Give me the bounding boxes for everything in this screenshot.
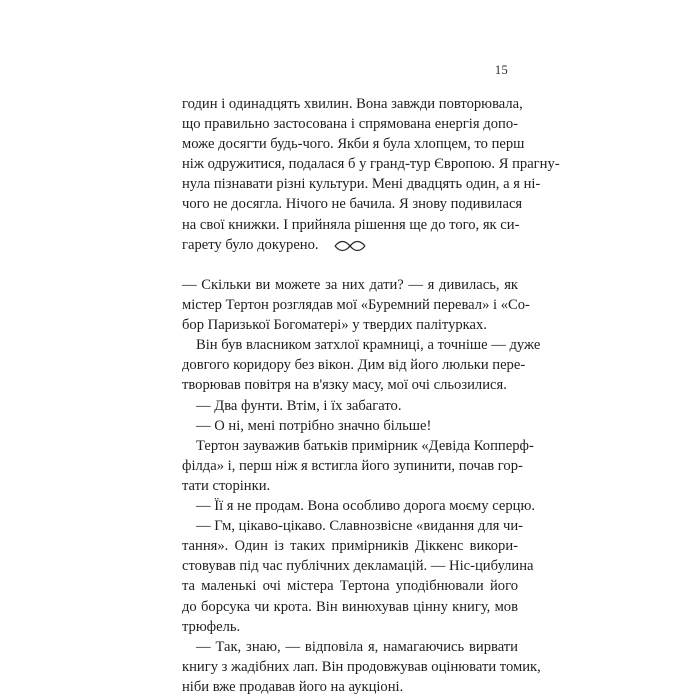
text-line: книгу з жадібних лап. Він продовжував оцінювати томик,: [182, 658, 541, 675]
text-line: Тертон зауважив батьків примірник «Девіда Копперф-: [196, 437, 534, 454]
text-line: — Скільки ви можете за них дати? — я дивилась, як: [182, 277, 518, 293]
text-line: гарету було докурено.: [182, 236, 319, 253]
text-line: чого не досягла. Нічого не бачила. Я знову подивилася: [182, 196, 523, 213]
text-line: ніж одружитися, подалася б у гранд-тур Європою. Я прагну-: [182, 156, 560, 173]
text-line: може досягти будь-чого. Якби я була хлопцем, то перш: [182, 136, 525, 153]
text-line: тання». Один із таких примірників Діккенс викори-: [182, 538, 518, 555]
text-line: — Її я не продам. Вона особливо дорога моєму серцю.: [196, 498, 536, 515]
text-line: на свої книжки. І прийняла рішення ще до того, як си-: [182, 216, 520, 233]
text-line: творював повітря на в'язку масу, мої очі сльозилися.: [182, 377, 507, 394]
text-line: бор Паризької Богоматері» у твердих палітурках.: [182, 317, 487, 334]
text-line: до борсука чи крота. Він винюхував цінну книгу, мов: [182, 598, 518, 615]
text-line: — О ні, мені потрібно значно більше!: [196, 417, 432, 434]
text-line: містер Тертон розглядав мої «Буремний перевал» і «Со-: [182, 297, 530, 314]
text-line: — Так, знаю, — відповіла я, намагаючись вирвати: [196, 638, 518, 655]
text-line: — Гм, цікаво-цікаво. Славнозвісне «видання для чи-: [196, 518, 523, 535]
paragraph-block-2: [182, 275, 541, 697]
text-line: філда» і, перш ніж я встигла його зупинити, почав гор-: [182, 457, 523, 474]
text-line: трюфель.: [182, 618, 241, 635]
text-line: нула пізнавати різні культури. Мені двадцять один, а я ні-: [182, 176, 541, 193]
text-line: довгого коридору без вікон. Дим від його люльки пере-: [182, 357, 526, 374]
text-line: ніби вже продавав його на аукціоні.: [182, 678, 404, 695]
text-line: — Два фунти. Втім, і їх забагато.: [196, 397, 402, 414]
text-line: тати сторінки.: [182, 477, 271, 494]
page-number: 15: [494, 63, 508, 77]
text-line: стовував під час публічних декламацій. — Ніс-цибулина: [182, 558, 534, 575]
flourish-divider-icon: [333, 238, 367, 254]
text-line: годин і одинадцять хвилин. Вона завжди повторювала,: [182, 96, 523, 112]
paragraph-block-1: [182, 94, 560, 255]
text-line: що правильно застосована і спрямована енергія допо-: [182, 116, 518, 133]
text-line: та маленькі очі містера Тертона уподібнювали його: [182, 578, 518, 595]
text-line: Він був власником затхлої крамниці, а точніше — дуже: [196, 337, 541, 354]
